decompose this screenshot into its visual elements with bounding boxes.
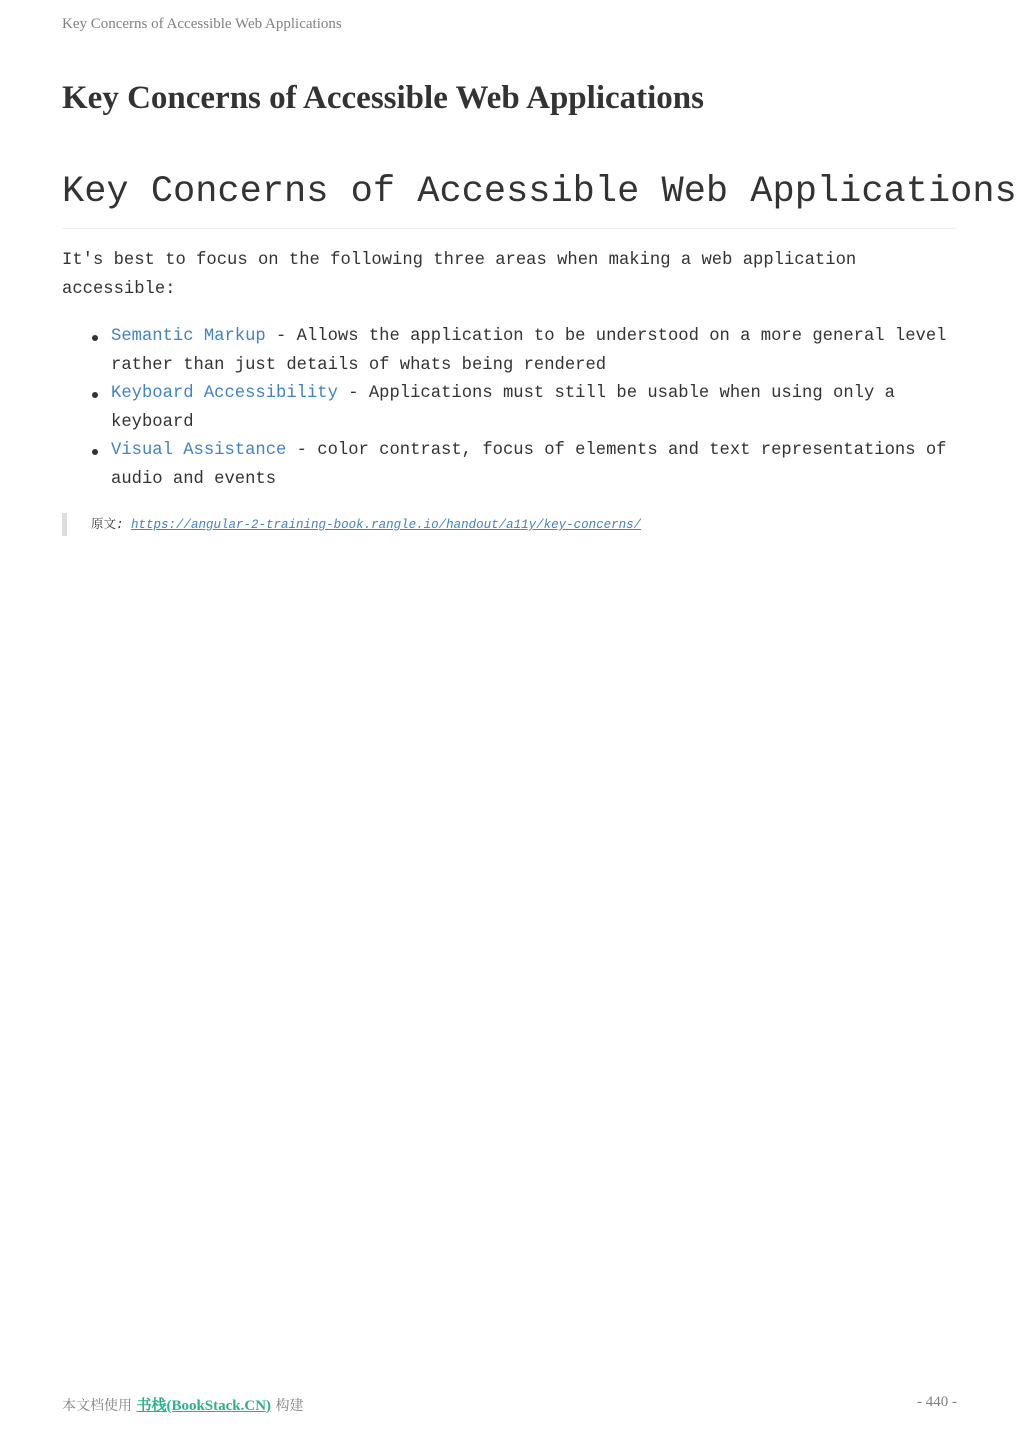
source-label: 原文: [91, 516, 117, 531]
intro-paragraph: It's best to focus on the following three areas when making a web application accessible:: [62, 251, 857, 299]
visual-assistance-link[interactable]: Visual Assistance: [111, 441, 287, 460]
chapter-title: Key Concerns of Accessible Web Applications: [62, 80, 704, 116]
keyboard-accessibility-description: - Applications must still be usable when using only a keyboard: [111, 384, 895, 432]
footer-credit: [62, 1394, 304, 1415]
semantic-markup-description: - Allows the application to be understood on a more general level rather than just details of whats being rendered: [111, 327, 947, 375]
list-item-visual-assistance: [111, 437, 957, 494]
list-item-keyboard-accessibility: [111, 380, 957, 437]
keyboard-accessibility-link[interactable]: Keyboard Accessibility: [111, 384, 338, 403]
visual-assistance-description: - color contrast, focus of elements and text representations of audio and events: [111, 441, 947, 489]
semantic-markup-link[interactable]: Semantic Markup: [111, 327, 266, 346]
key-concerns-list: [62, 323, 957, 494]
bookstack-link[interactable]: 书栈(BookStack.CN): [136, 1398, 272, 1414]
source-url-link[interactable]: https://angular-2-training-book.rangle.io/handout/a11y/key-concerns/: [131, 518, 642, 532]
footer-prefix: 本文档使用: [62, 1398, 137, 1414]
source-blockquote: [62, 513, 957, 536]
list-item-semantic-markup: [111, 323, 957, 380]
footer-suffix: 构建: [271, 1398, 304, 1414]
page-number: - 440 -: [917, 1394, 957, 1410]
article-content: [62, 170, 1017, 536]
running-header: Key Concerns of Accessible Web Applications: [62, 16, 342, 32]
section-title: Key Concerns of Accessible Web Applications: [62, 170, 957, 229]
source-separator: :: [116, 518, 132, 532]
